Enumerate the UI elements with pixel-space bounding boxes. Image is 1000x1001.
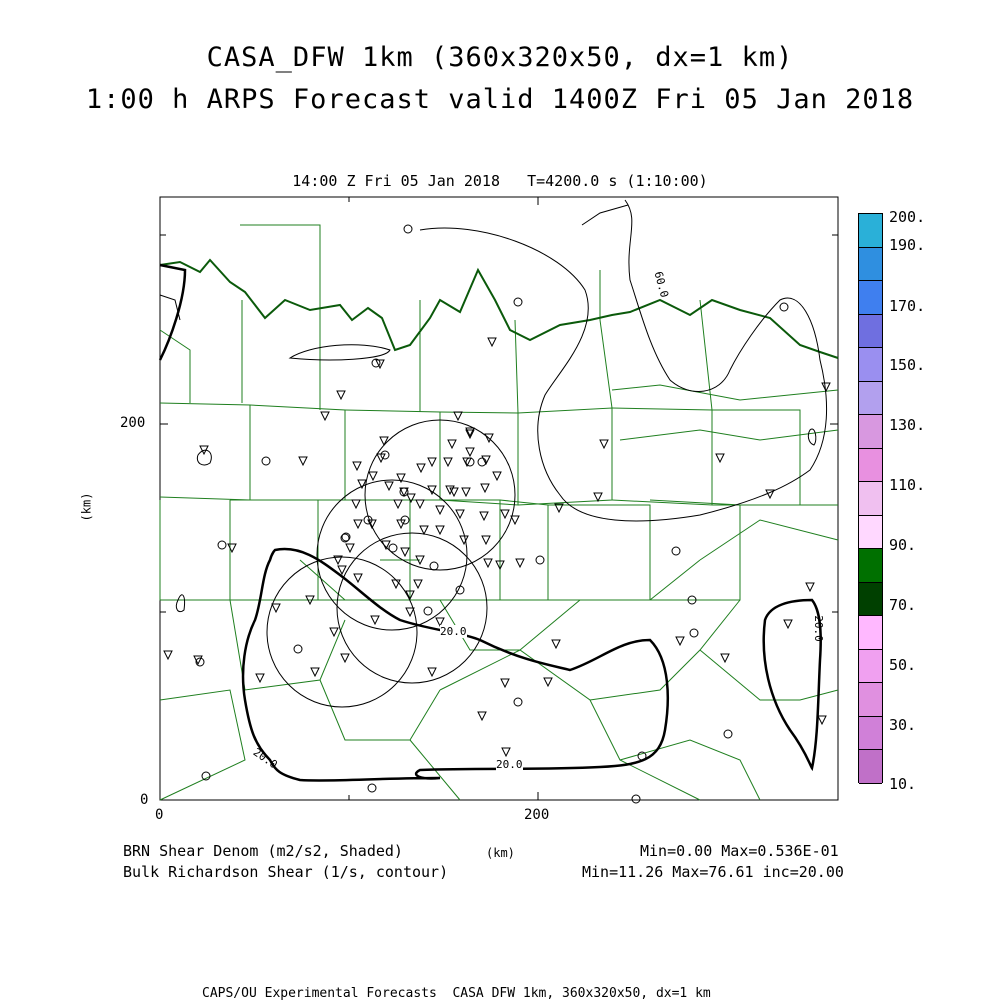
legend-swatch — [859, 616, 882, 650]
station-triangle-marker — [818, 716, 826, 724]
contour-small-4 — [808, 429, 815, 445]
station-triangle-marker — [676, 637, 684, 645]
state-border — [160, 260, 838, 358]
legend-label: 10. — [889, 775, 917, 793]
legend-label: 110. — [889, 476, 926, 494]
station-triangle-marker — [228, 544, 236, 552]
station-circle-marker — [262, 457, 270, 465]
station-triangle-marker — [501, 679, 509, 687]
station-triangle-marker — [482, 536, 490, 544]
legend-swatch — [859, 382, 882, 416]
station-triangle-marker — [511, 516, 519, 524]
contour-60 — [420, 200, 827, 521]
station-triangle-marker — [456, 510, 464, 518]
station-triangle-marker — [484, 559, 492, 567]
station-triangle-marker — [448, 440, 456, 448]
x-tick-0: 0 — [155, 807, 164, 823]
station-circle-marker — [632, 795, 640, 803]
station-triangle-marker — [462, 488, 470, 496]
station-triangle-marker — [436, 506, 444, 514]
station-circle-marker — [424, 607, 432, 615]
station-triangle-marker — [256, 674, 264, 682]
legend-swatch — [859, 750, 882, 784]
contour-small-6 — [582, 205, 628, 225]
station-circle-marker — [430, 562, 438, 570]
station-triangle-marker — [594, 493, 602, 501]
station-triangle-marker — [501, 510, 509, 518]
legend-label: 90. — [889, 536, 917, 554]
legend-label: 70. — [889, 596, 917, 614]
station-triangle-marker — [380, 437, 388, 445]
legend-swatch — [859, 214, 882, 248]
legend-label: 50. — [889, 656, 917, 674]
station-triangle-marker — [194, 656, 202, 664]
valid-time-subtitle: 14:00 Z Fri 05 Jan 2018 T=4200.0 s (1:10:00) — [292, 172, 708, 190]
contour-label-60: 60.0 — [651, 270, 671, 299]
station-circle-marker — [400, 488, 408, 496]
station-triangle-marker — [481, 484, 489, 492]
station-circle-marker — [404, 225, 412, 233]
legend-swatch — [859, 683, 882, 717]
station-circle-marker — [514, 298, 522, 306]
station-circle-marker — [389, 544, 397, 552]
contour-label-20-a: 20.0 — [440, 625, 467, 638]
station-triangle-marker — [337, 391, 345, 399]
station-triangle-marker — [420, 526, 428, 534]
axis-ticks — [160, 197, 838, 800]
station-triangle-marker — [353, 462, 361, 470]
legend-label: 190. — [889, 236, 926, 254]
station-triangle-marker — [428, 458, 436, 466]
footer-contour-range: Min=11.26 Max=76.61 inc=20.00 — [582, 863, 844, 881]
footer-unit: (km) — [486, 846, 515, 860]
legend-colorbar — [858, 213, 883, 783]
contour-small-3 — [176, 595, 184, 612]
station-triangle-marker — [436, 526, 444, 534]
station-triangle-marker — [466, 448, 474, 456]
station-triangle-marker — [480, 512, 488, 520]
legend-swatch — [859, 281, 882, 315]
station-triangle-marker — [164, 651, 172, 659]
station-triangle-marker — [385, 482, 393, 490]
station-triangle-marker — [330, 628, 338, 636]
station-triangle-marker — [321, 412, 329, 420]
y-tick-200: 200 — [120, 415, 146, 431]
contour-label-20-b: 20.0 — [496, 758, 523, 771]
legend-swatch — [859, 549, 882, 583]
station-triangle-marker — [784, 620, 792, 628]
station-triangle-marker — [417, 464, 425, 472]
legend-swatch — [859, 449, 882, 483]
station-triangle-marker — [272, 604, 280, 612]
legend-label: 170. — [889, 297, 926, 315]
station-triangle-marker — [394, 500, 402, 508]
legend-swatch — [859, 650, 882, 684]
station-circle-marker — [780, 303, 788, 311]
station-circle-marker — [218, 541, 226, 549]
station-triangle-marker — [454, 412, 462, 420]
footer-shaded-range: Min=0.00 Max=0.536E-01 — [640, 842, 839, 860]
station-triangle-marker — [414, 580, 422, 588]
contour-small-1 — [290, 345, 390, 360]
station-triangle-marker — [600, 440, 608, 448]
station-circle-marker — [724, 730, 732, 738]
footer-contour-var: Bulk Richardson Shear (1/s, contour) — [123, 863, 449, 881]
station-triangle-marker — [299, 457, 307, 465]
county-lines — [160, 225, 838, 800]
title-line-1: CASA_DFW 1km (360x320x50, dx=1 km) — [206, 42, 794, 73]
legend-swatch — [859, 583, 882, 617]
station-triangle-marker — [552, 640, 560, 648]
station-triangle-marker — [371, 616, 379, 624]
legend-swatch — [859, 516, 882, 550]
station-triangle-marker — [354, 520, 362, 528]
station-triangle-marker — [338, 566, 346, 574]
footer-credit: CAPS/OU Experimental Forecasts CASA DFW 1km, 360x320x50, dx=1 km — [202, 986, 711, 1001]
station-circle-marker — [690, 629, 698, 637]
title-line-2: 1:00 h ARPS Forecast valid 1400Z Fri 05 Jan 2018 — [85, 84, 915, 115]
station-triangle-marker — [516, 559, 524, 567]
y-tick-0: 0 — [140, 792, 149, 808]
legend-label: 200. — [889, 208, 926, 226]
station-circle-marker — [672, 547, 680, 555]
station-triangle-marker — [416, 500, 424, 508]
station-triangle-marker — [392, 580, 400, 588]
station-triangle-marker — [407, 494, 415, 502]
footer-shaded-var: BRN Shear Denom (m2/s2, Shaded) — [123, 842, 403, 860]
contour-label-20-d: 20.0 — [811, 615, 825, 642]
station-triangle-marker — [341, 654, 349, 662]
station-triangle-marker — [354, 574, 362, 582]
station-triangle-marker — [488, 338, 496, 346]
station-triangle-marker — [346, 544, 354, 552]
station-triangle-marker — [460, 536, 468, 544]
station-circle-marker — [294, 645, 302, 653]
station-triangle-marker — [502, 748, 510, 756]
station-triangle-marker — [806, 583, 814, 591]
station-triangle-marker — [493, 472, 501, 480]
legend-swatch — [859, 315, 882, 349]
station-markers — [164, 225, 830, 803]
legend-swatch — [859, 348, 882, 382]
legend-swatch — [859, 415, 882, 449]
station-circle-marker — [514, 698, 522, 706]
station-triangle-marker — [352, 500, 360, 508]
station-triangle-marker — [401, 548, 409, 556]
station-triangle-marker — [716, 454, 724, 462]
station-circle-marker — [536, 556, 544, 564]
legend-swatch — [859, 482, 882, 516]
station-triangle-marker — [544, 678, 552, 686]
station-triangle-marker — [428, 668, 436, 676]
y-unit: (km) — [79, 492, 94, 522]
legend-label: 130. — [889, 416, 926, 434]
station-triangle-marker — [478, 712, 486, 720]
legend-swatch — [859, 717, 882, 751]
station-triangle-marker — [406, 608, 414, 616]
station-triangle-marker — [721, 654, 729, 662]
contour-label-20-c: 20.0 — [250, 745, 280, 772]
station-triangle-marker — [369, 472, 377, 480]
x-tick-200: 200 — [524, 807, 550, 823]
plot-frame — [160, 197, 838, 800]
legend-swatch — [859, 248, 882, 282]
station-triangle-marker — [311, 668, 319, 676]
station-triangle-marker — [444, 458, 452, 466]
legend-label: 30. — [889, 716, 917, 734]
legend-label: 150. — [889, 356, 926, 374]
station-circle-marker — [368, 784, 376, 792]
